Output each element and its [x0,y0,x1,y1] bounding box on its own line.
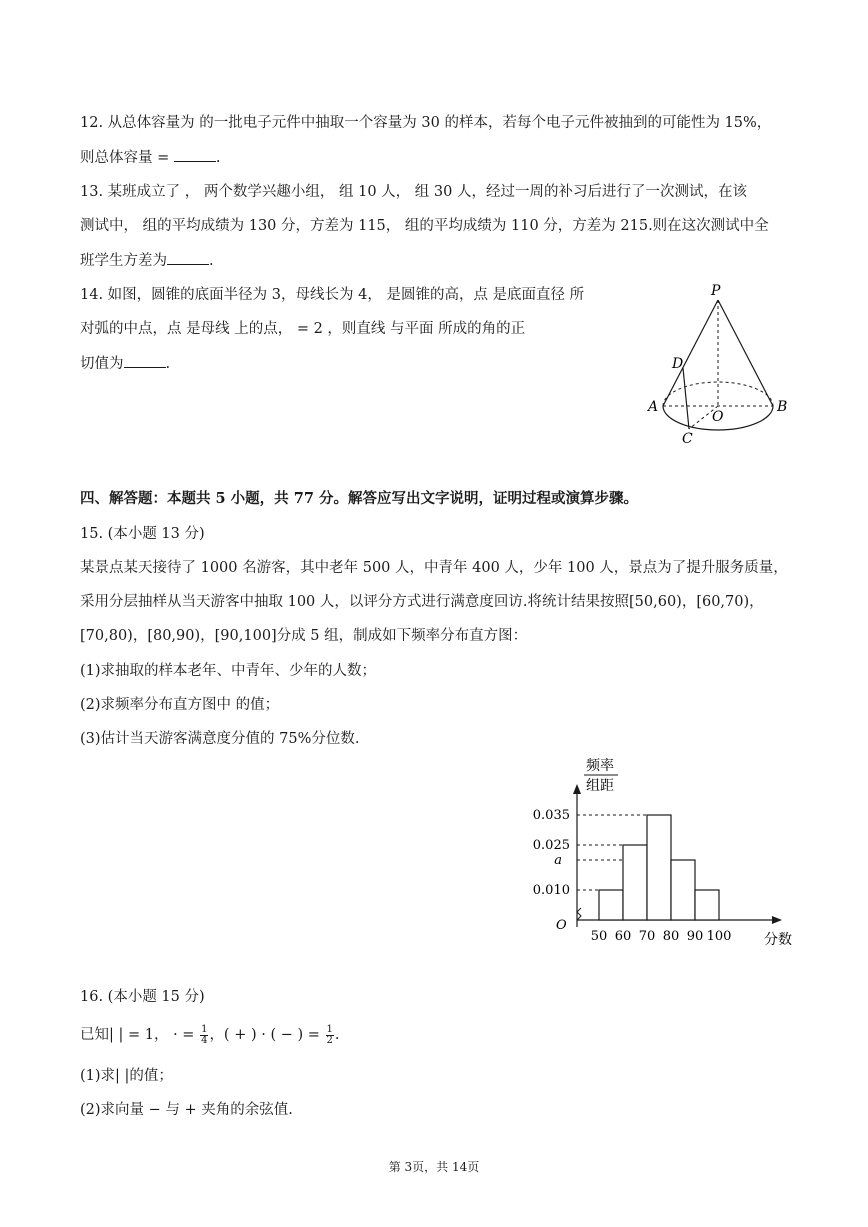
x-tick-label: 80 [662,929,680,944]
q13-line3 [80,250,214,271]
label-P: P [711,283,721,299]
answer-blank [124,353,166,368]
label-A: A [648,399,659,415]
x-tick-label: 100 [706,929,732,944]
q15-line2: 采用分层抽样从当天游客中抽取 100 人，以评分方式进行满意度回访.将统计结果按照[50,60)，[60,70)， [80,594,764,610]
q14-line2: 对弧的中点，点 是母线 上的点， = 2 ，则直线 与平面 所成的角的正 [80,321,526,337]
x-axis-label: 分数 [764,932,792,948]
y-label-top: 频率 [586,758,614,774]
q15-part1: (1)求抽取的样本老年、中青年、少年的人数； [80,663,377,679]
q13-line3-prefix: 班学生方差为 [80,253,167,269]
label-O: O [712,409,724,425]
label-B: B [777,399,788,415]
q15-title: 15. (本小题 13 分) [80,526,205,542]
histogram-bar [671,860,695,920]
y-tick-label: 0.035 [532,808,570,823]
answer-blank [167,250,209,265]
q14-line1: 14. 如图，圆锥的底面半径为 3，母线长为 4， 是圆锥的高，点 是底面直径 所 [80,287,585,303]
histogram-bar [695,890,719,920]
frequency-histogram [520,752,810,952]
q16-line1-a: 已知| | = 1， · = [80,1027,200,1043]
y-tick-label: 0.010 [532,883,570,898]
q12-line1: 12. 从总体容量为 的一批电子元件中抽取一个容量为 30 的样本，若每个电子元件被抽到的可能性为 15%， [80,115,772,131]
q15-part3: (3)估计当天游客满意度分值的 75%分位数. [80,731,360,747]
section-heading: 四、解答题：本题共 5 小题，共 77 分。解答应写出文字说明，证明过程或演算步骤。 [80,490,638,507]
q16-line1-b: ，( + ) · ( − ) = [209,1027,325,1043]
q12-line2-prefix: 则总体容量 = [80,150,174,166]
q15-part2: (2)求频率分布直方图中 的值； [80,697,280,713]
q13-line3-suffix: . [209,253,214,269]
y-tick-label: a [554,853,562,868]
y-label-bottom: 组距 [586,778,614,794]
q13-line1: 13. 某班成立了 ， 两个数学兴趣小组， 组 10 人， 组 30 人，经过一周的补习后进行了一次测试，在该 [80,184,747,200]
x-axis-arrow [772,916,782,924]
origin-label: O [556,918,567,933]
cone-edge-left [663,300,718,406]
q16-line1 [80,1022,339,1048]
q13-line2: 测试中， 组的平均成绩为 130 分，方差为 115， 组的平均成绩为 110 分，方差为 215.则在这次测试中全 [80,218,769,234]
fraction-2-den: 2 [326,1034,333,1046]
cone-edge-right [718,300,773,406]
fraction-1-num: 1 [201,1023,208,1035]
fraction-2-num: 1 [326,1023,333,1035]
y-tick-label: 0.025 [532,838,570,853]
histogram-bar [623,845,647,920]
x-tick-label: 50 [590,929,608,944]
fraction-1 [200,1025,208,1046]
histogram-bar [599,890,623,920]
q14-line3 [80,353,170,374]
y-axis-arrow [573,784,581,794]
label-C: C [682,431,693,447]
fraction-1-den: 4 [201,1034,208,1046]
segment-DC [683,368,689,429]
histogram-bar [647,815,671,920]
q16-line1-c: . [334,1027,340,1043]
q12-line2 [80,147,220,168]
page-footer: 第 3页，共 14页 [388,1160,480,1174]
q15-line1: 某景点某天接待了 1000 名游客，其中老年 500 人，中青年 400 人，少年 100 人，景点为了提升服务质量， [80,560,788,576]
x-tick-label: 70 [638,929,656,944]
q14-line3-suffix: . [165,356,171,372]
q16-part1: (1)求| |的值； [80,1068,173,1084]
fraction-2 [326,1025,334,1046]
q15-line3: [70,80)，[80,90)，[90,100]分成 5 组，制成如下频率分布直方图： [80,628,528,644]
cone-figure [640,278,800,448]
answer-blank [174,147,216,162]
q12-line2-suffix: . [215,150,221,166]
label-D: D [672,356,684,372]
x-tick-label: 60 [614,929,632,944]
q14-line3-prefix: 切值为 [80,356,124,372]
x-tick-label: 90 [686,929,704,944]
q16-part2: (2)求向量 − 与 + 夹角的余弦值. [80,1102,293,1118]
q16-title: 16. (本小题 15 分) [80,989,205,1005]
